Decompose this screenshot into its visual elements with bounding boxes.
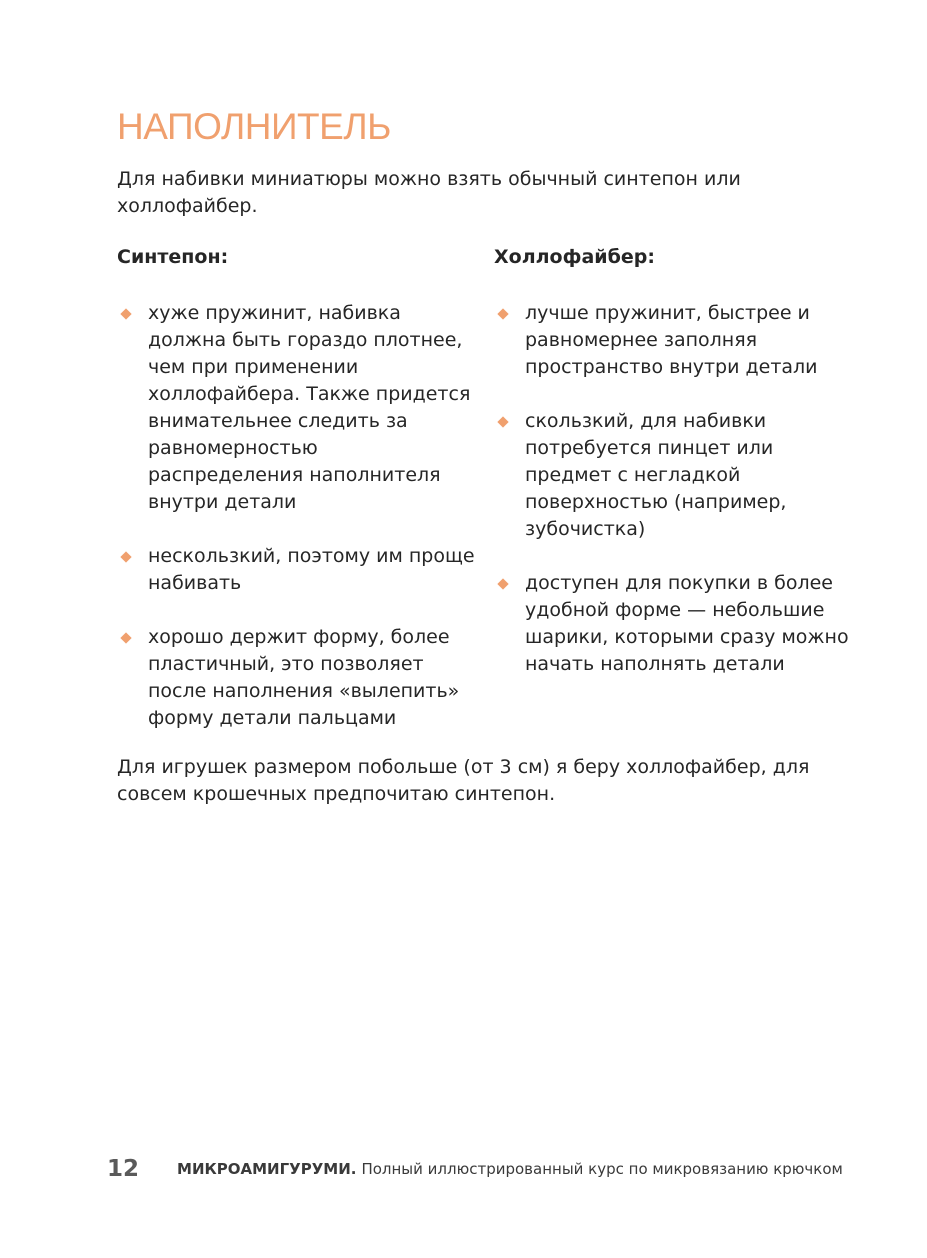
list-item	[494, 570, 854, 678]
bullet-list-hollofiber	[494, 300, 854, 678]
bullet-text: хорошо держит форму, более пластичный, это позволяет после наполнения «вылепить» форму детали пальцами	[148, 626, 460, 729]
book-subtitle: Полный иллюстрированный курс по микровязанию крючком	[361, 1160, 843, 1178]
bullet-text: хуже пружинит, набивка должна быть гораздо плотнее, чем при применении холлофайбера. Также придется внимательнее следить за равномерностью распределения наполнителя внутри детали	[148, 302, 471, 513]
diamond-bullet-icon	[120, 308, 131, 319]
bullet-text: нескользкий, поэтому им проще набивать	[148, 545, 475, 594]
list-item	[494, 408, 854, 543]
page-number: 12	[107, 1156, 140, 1182]
diamond-bullet-icon	[497, 308, 508, 319]
list-item	[494, 300, 854, 381]
diamond-bullet-icon	[497, 578, 508, 589]
column-hollofiber	[494, 244, 854, 705]
bullet-list-sintepon	[117, 300, 477, 732]
column-title-hollofiber: Холлофайбер:	[494, 246, 655, 268]
list-item	[117, 300, 477, 516]
diamond-bullet-icon	[120, 632, 131, 643]
column-sintepon	[117, 244, 477, 759]
section-heading: НАПОЛНИТЕЛЬ	[117, 106, 391, 147]
diamond-bullet-icon	[497, 416, 508, 427]
intro-paragraph: Для набивки миниатюры можно взять обычный синтепон или холлофайбер.	[117, 168, 741, 217]
list-item	[117, 543, 477, 597]
list-item	[117, 624, 477, 732]
book-title: МИКРОАМИГУРУМИ.	[177, 1160, 357, 1178]
bullet-text: скользкий, для набивки потребуется пинцет или предмет с негладкой поверхностью (например, зубочистка)	[525, 410, 787, 540]
outro-paragraph: Для игрушек размером побольше (от 3 см) я беру холлофайбер, для совсем крошечных предпочитаю синтепон.	[117, 756, 810, 805]
page-footer	[107, 1152, 843, 1186]
diamond-bullet-icon	[120, 551, 131, 562]
column-title-sintepon: Синтепон:	[117, 246, 229, 268]
bullet-text: доступен для покупки в более удобной форме — небольшие шарики, которыми сразу можно начать наполнять детали	[525, 572, 849, 675]
bullet-text: лучше пружинит, быстрее и равномернее заполняя пространство внутри детали	[525, 302, 818, 378]
